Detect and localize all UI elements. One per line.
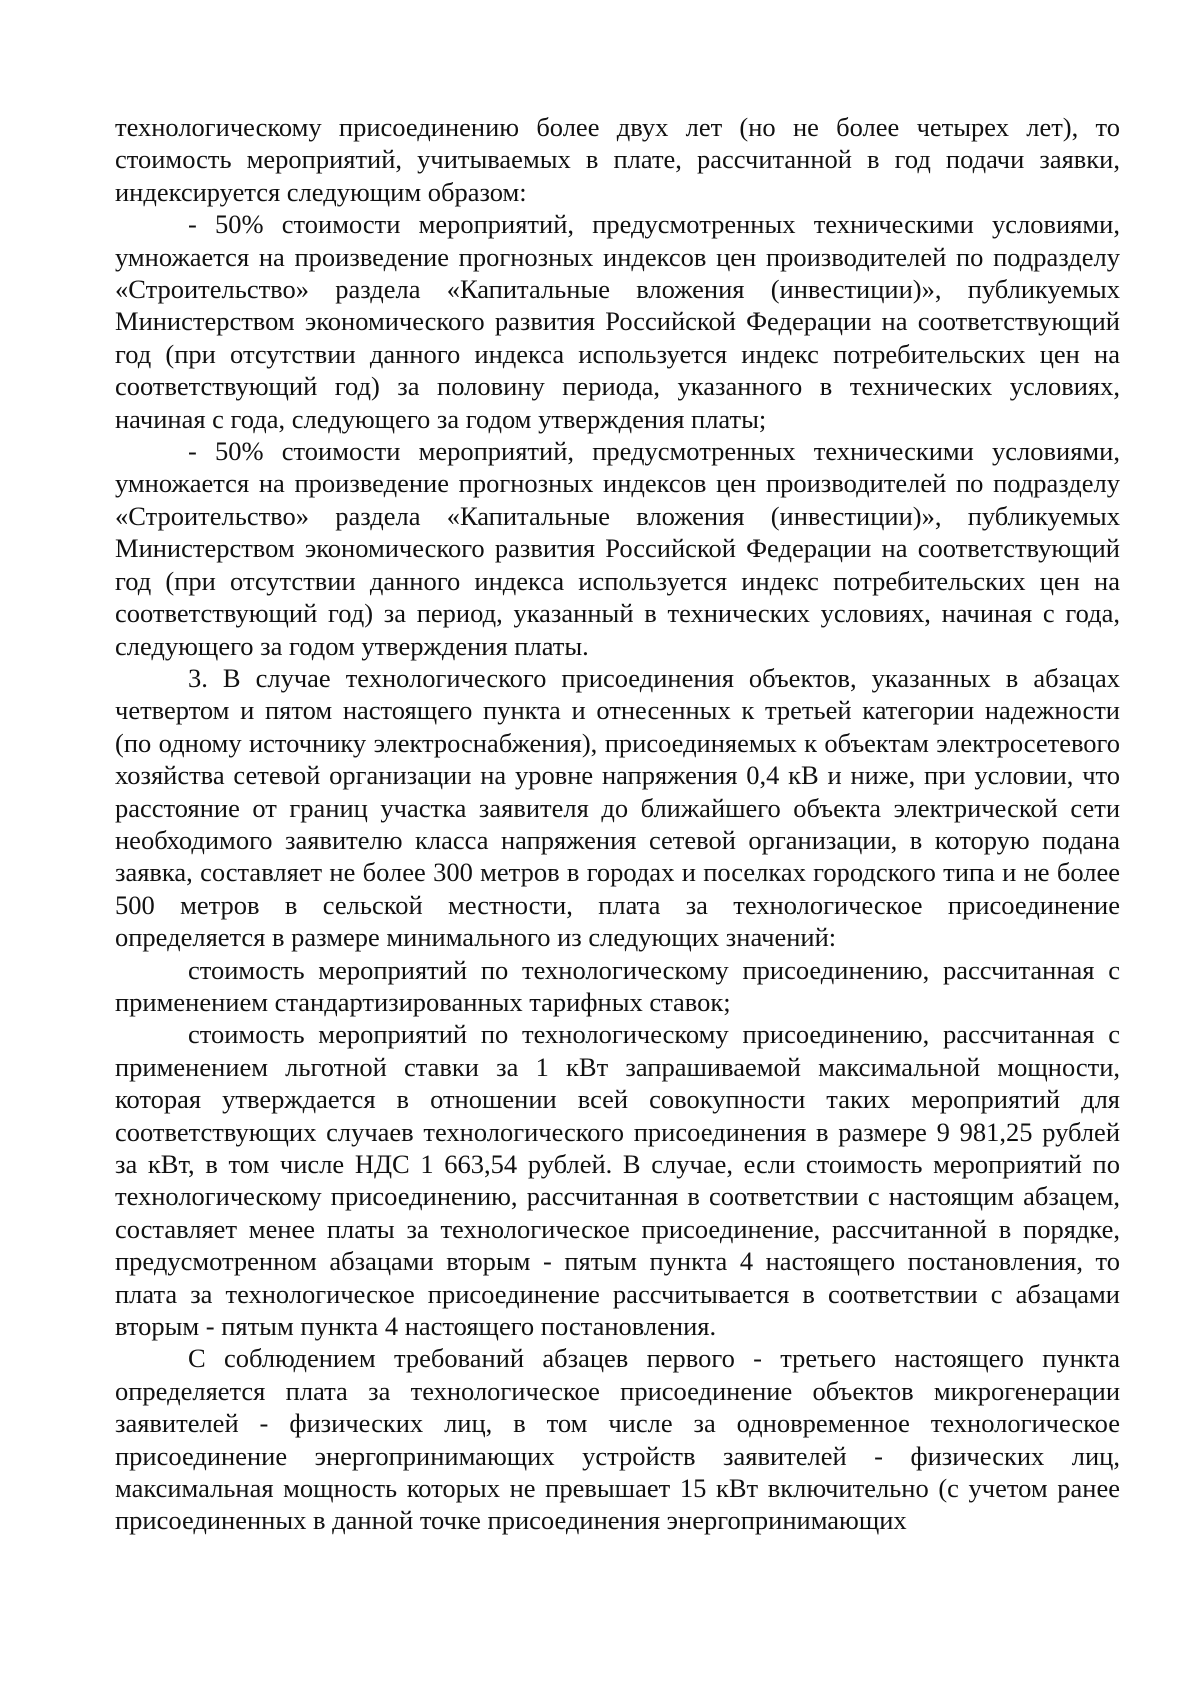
paragraph-3: - 50% стоимости мероприятий, предусмотренных техническими условиями, умножается на произведение прогнозных индексов цен производителей по подразделу «Строительство» раздела «Капитальные вложения (инвестиции)», публикуемых Министерством экономического развития Российской Федерации на соответствующий год (при отсутствии данного индекса используется индекс потребительских цен на соответствующий год) за период, указанный в технических условиях, начиная с года, следующего за годом утверждения платы.	[115, 436, 1120, 661]
paragraph-7: С соблюдением требований абзацев первого - третьего настоящего пункта определяется плата за технологическое присоединение объектов микрогенерации заявителей - физических лиц, в том числе за одновременное технологическое присоединение энергопринимающих устройств заявителей - физических лиц, максимальная мощность которых не превышает 15 кВт включительно (с учетом ранее присоединенных в данной точке присоединения энергопринимающих	[115, 1343, 1120, 1536]
paragraph-1: технологическому присоединению более двух лет (но не более четырех лет), то стоимость мероприятий, учитываемых в плате, рассчитанной в год подачи заявки, индексируется следующим образом:	[115, 112, 1120, 207]
document-page	[115, 111, 1120, 1537]
paragraph-2: - 50% стоимости мероприятий, предусмотренных техническими условиями, умножается на произведение прогнозных индексов цен производителей по подразделу «Строительство» раздела «Капитальные вложения (инвестиции)», публикуемых Министерством экономического развития Российской Федерации на соответствующий год (при отсутствии данного индекса используется индекс потребительских цен на соответствующий год) за половину периода, указанного в технических условиях, начиная с года, следующего за годом утверждения платы;	[115, 209, 1120, 434]
paragraph-4: 3. В случае технологического присоединения объектов, указанных в абзацах четвертом и пятом настоящего пункта и отнесенных к третьей категории надежности (по одному источнику электроснабжения), присоединяемых к объектам электросетевого хозяйства сетевой организации на уровне напряжения 0,4 кВ и ниже, при условии, что расстояние от границ участка заявителя до ближайшего объекта электрической сети необходимого заявителю класса напряжения сетевой организации, в которую подана заявка, составляет не более 300 метров в городах и поселках городского типа и не более 500 метров в сельской местности, плата за технологическое присоединение определяется в размере минимального из следующих значений:	[115, 662, 1120, 953]
paragraph-6: стоимость мероприятий по технологическому присоединению, рассчитанная с применением льготной ставки за 1 кВт запрашиваемой максимальной мощности, которая утверждается в отношении всей совокупности таких мероприятий для соответствующих случаев технологического присоединения в размере 9 981,25 рублей за кВт, в том числе НДС 1 663,54 рублей. В случае, если стоимость мероприятий по технологическому присоединению, рассчитанная в соответствии с настоящим абзацем, составляет менее платы за технологическое присоединение, рассчитанной в порядке, предусмотренном абзацами вторым - пятым пункта 4 настоящего постановления, то плата за технологическое присоединение рассчитывается в соответствии с абзацами вторым - пятым пункта 4 настоящего постановления.	[115, 1019, 1120, 1342]
paragraph-5: стоимость мероприятий по технологическому присоединению, рассчитанная с применением стандартизированных тарифных ставок;	[115, 954, 1120, 1017]
